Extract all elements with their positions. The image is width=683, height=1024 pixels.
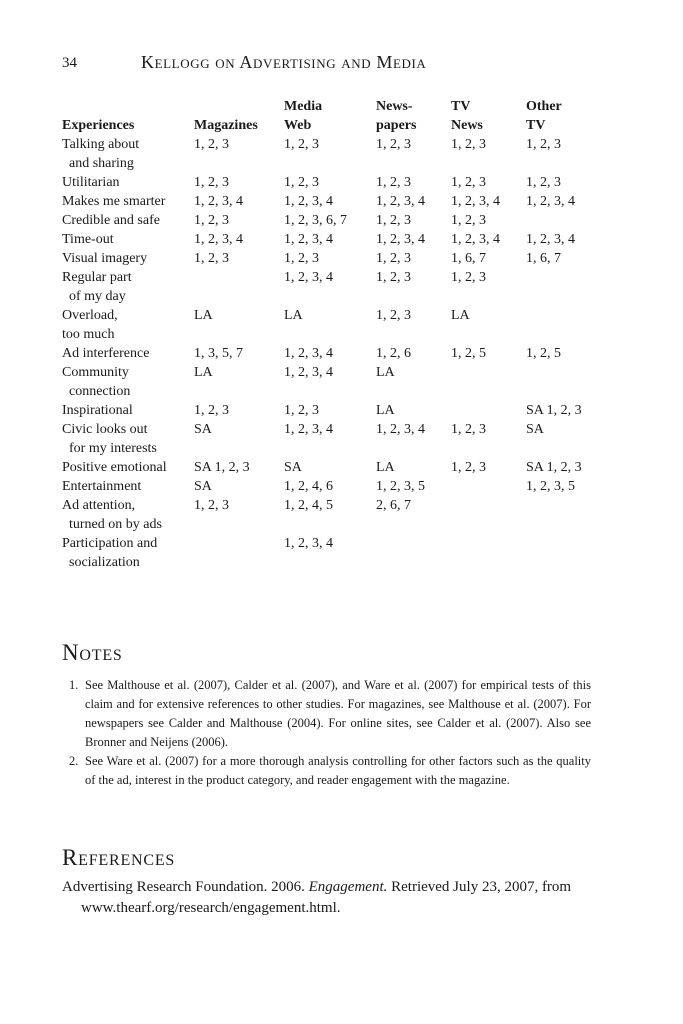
column-header: Experiences bbox=[62, 118, 135, 133]
note-text: See Malthouse et al. (2007), Calder et al. (2007), and Ware et al. (2007) for empirical tests of this claim and for extensive references to other studies. For magazines, see Malthouse et al. (2007). For newspapers see Calder and Malthouse (2004). For online sites, see Calder et al. (2007). Also see Bronner and Neijens (2006). bbox=[85, 678, 591, 749]
table-row bbox=[62, 401, 596, 420]
table-cell: 1, 2, 3 bbox=[451, 460, 486, 475]
table-cell: 1, 2, 3 bbox=[376, 175, 411, 190]
table-cell bbox=[526, 363, 596, 401]
table-cell: 1, 2, 3 bbox=[526, 137, 561, 152]
table-row bbox=[62, 211, 596, 230]
table-cell: 1, 2, 3 bbox=[194, 213, 229, 228]
table-cell: 1, 2, 3, 4 bbox=[376, 194, 425, 209]
notes-heading: Notes bbox=[62, 640, 123, 665]
running-title: Kellogg on Advertising and Media bbox=[141, 52, 427, 72]
table-cell: 1, 2, 3, 4 bbox=[284, 194, 333, 209]
table-cell: 1, 2, 5 bbox=[451, 346, 486, 361]
table-cell: 1, 2, 3, 4 bbox=[376, 232, 425, 247]
table-cell: 2, 6, 7 bbox=[376, 498, 411, 513]
column-header: News- papers bbox=[376, 99, 417, 133]
table-cell: 1, 2, 3, 5 bbox=[376, 479, 425, 494]
column-header: Media Web bbox=[284, 99, 323, 133]
column-header: Other TV bbox=[526, 99, 562, 133]
table-cell: 1, 2, 3 bbox=[284, 175, 319, 190]
experience-label: Community connection bbox=[62, 365, 131, 399]
notes-list bbox=[62, 676, 591, 790]
experience-label: Overload, too much bbox=[62, 308, 118, 342]
table-cell: 1, 2, 3, 6, 7 bbox=[284, 213, 347, 228]
page-number: 34 bbox=[62, 55, 77, 71]
table-cell: 1, 2, 3, 4 bbox=[451, 194, 500, 209]
table-cell: 1, 2, 3 bbox=[451, 213, 486, 228]
experience-label: Inspirational bbox=[62, 403, 133, 418]
table-cell: 1, 2, 3 bbox=[284, 403, 319, 418]
table-cell: 1, 2, 3 bbox=[194, 175, 229, 190]
table-cell bbox=[451, 401, 526, 420]
table-cell: 1, 2, 3 bbox=[376, 213, 411, 228]
table-cell: 1, 2, 3, 4 bbox=[284, 422, 333, 437]
experience-label: Ad interference bbox=[62, 346, 150, 361]
table-cell: LA bbox=[194, 308, 213, 323]
table-row bbox=[62, 173, 596, 192]
experience-label: Ad attention, turned on by ads bbox=[62, 498, 162, 532]
table-cell bbox=[526, 496, 596, 534]
note-text: See Ware et al. (2007) for a more thorough analysis controlling for other factors such as the quality of the ad, interest in the product category, and reader engagement with the magazine. bbox=[85, 754, 591, 787]
table-cell: 1, 2, 3 bbox=[284, 137, 319, 152]
table-cell: 1, 2, 3, 4 bbox=[284, 536, 333, 551]
table-cell bbox=[194, 534, 284, 572]
table-cell: 1, 2, 3, 4 bbox=[284, 270, 333, 285]
table-cell: 1, 2, 3 bbox=[194, 137, 229, 152]
table-cell: LA bbox=[451, 308, 470, 323]
table-cell: SA bbox=[194, 479, 212, 494]
table-row bbox=[62, 230, 596, 249]
table-cell: 1, 2, 3 bbox=[284, 251, 319, 266]
experiences-table bbox=[62, 97, 596, 572]
table-cell: 1, 2, 3 bbox=[376, 270, 411, 285]
table-cell bbox=[376, 534, 451, 572]
references-heading: References bbox=[62, 845, 176, 870]
table-header-row bbox=[62, 97, 596, 135]
table-cell: 1, 2, 3, 4 bbox=[284, 232, 333, 247]
reference-title: Engagement. bbox=[308, 879, 388, 895]
table-row bbox=[62, 135, 596, 173]
experience-label: Time-out bbox=[62, 232, 114, 247]
table-cell: SA 1, 2, 3 bbox=[526, 460, 582, 475]
table-cell: LA bbox=[376, 365, 395, 380]
table-cell: 1, 3, 5, 7 bbox=[194, 346, 243, 361]
table-cell: 1, 2, 3, 4 bbox=[526, 232, 575, 247]
note-number: 1. bbox=[69, 678, 79, 692]
table-cell: 1, 2, 4, 6 bbox=[284, 479, 333, 494]
table-row bbox=[62, 534, 596, 572]
table-row bbox=[62, 420, 596, 458]
table-body bbox=[62, 135, 596, 572]
table-cell: 1, 2, 3 bbox=[451, 175, 486, 190]
table-cell: 1, 2, 3 bbox=[194, 403, 229, 418]
note-item bbox=[62, 676, 591, 752]
table-cell: 1, 2, 3 bbox=[451, 422, 486, 437]
table-row bbox=[62, 477, 596, 496]
table-cell bbox=[451, 534, 526, 572]
table-cell: 1, 2, 3, 4 bbox=[284, 346, 333, 361]
table-cell: LA bbox=[284, 308, 303, 323]
table-cell: 1, 2, 3 bbox=[451, 137, 486, 152]
table-cell bbox=[194, 268, 284, 306]
note-number: 2. bbox=[69, 754, 79, 768]
table-row bbox=[62, 306, 596, 344]
experience-label: Credible and safe bbox=[62, 213, 160, 228]
table-cell: 1, 2, 5 bbox=[526, 346, 561, 361]
table-cell: 1, 2, 3, 4 bbox=[284, 365, 333, 380]
table-cell: SA bbox=[284, 460, 302, 475]
table-cell bbox=[526, 306, 596, 344]
table-row bbox=[62, 249, 596, 268]
table-cell: 1, 2, 3 bbox=[526, 175, 561, 190]
experience-label: Entertainment bbox=[62, 479, 142, 494]
table-cell: 1, 2, 3 bbox=[376, 308, 411, 323]
table-cell: SA 1, 2, 3 bbox=[194, 460, 250, 475]
table-cell: SA bbox=[194, 422, 212, 437]
table-cell bbox=[526, 534, 596, 572]
table-cell: 1, 2, 3, 5 bbox=[526, 479, 575, 494]
experience-label: Visual imagery bbox=[62, 251, 148, 266]
table-cell: 1, 2, 3 bbox=[451, 270, 486, 285]
experience-label: Participation and socialization bbox=[62, 536, 158, 570]
table-cell: 1, 2, 3 bbox=[194, 251, 229, 266]
table-cell: SA bbox=[526, 422, 544, 437]
table-row bbox=[62, 268, 596, 306]
table-row bbox=[62, 344, 596, 363]
running-header bbox=[62, 52, 623, 78]
note-item bbox=[62, 752, 591, 790]
table-row bbox=[62, 363, 596, 401]
table-cell bbox=[451, 363, 526, 401]
table-cell: 1, 2, 3, 4 bbox=[194, 194, 243, 209]
table-cell: 1, 2, 3 bbox=[376, 137, 411, 152]
experience-label: Talking about and sharing bbox=[62, 137, 140, 171]
table-cell: 1, 2, 3 bbox=[376, 251, 411, 266]
experience-label: Civic looks out for my interests bbox=[62, 422, 157, 456]
table-row bbox=[62, 458, 596, 477]
experience-label: Regular part of my day bbox=[62, 270, 132, 304]
table-cell bbox=[526, 211, 596, 230]
table-cell: 1, 2, 3, 4 bbox=[526, 194, 575, 209]
table-cell: 1, 2, 6 bbox=[376, 346, 411, 361]
table-cell bbox=[451, 496, 526, 534]
references-list bbox=[62, 877, 591, 919]
table-cell: 1, 2, 3 bbox=[194, 498, 229, 513]
experience-label: Utilitarian bbox=[62, 175, 120, 190]
table-cell: 1, 2, 3, 4 bbox=[194, 232, 243, 247]
table-cell bbox=[451, 477, 526, 496]
table-cell: LA bbox=[194, 365, 213, 380]
column-header: Magazines bbox=[194, 118, 258, 133]
table-cell: 1, 6, 7 bbox=[451, 251, 486, 266]
table-cell: 1, 2, 3, 4 bbox=[376, 422, 425, 437]
table-cell: 1, 6, 7 bbox=[526, 251, 561, 266]
column-header: TV News bbox=[451, 99, 483, 133]
table-cell: LA bbox=[376, 460, 395, 475]
table-row bbox=[62, 496, 596, 534]
table-cell: 1, 2, 4, 5 bbox=[284, 498, 333, 513]
table-row bbox=[62, 192, 596, 211]
reference-entry: Advertising Research Foundation. 2006. Engagement. Retrieved July 23, 2007, from www.thearf.org/research/engagement.html. bbox=[62, 879, 572, 916]
table-cell: SA 1, 2, 3 bbox=[526, 403, 582, 418]
table-cell: LA bbox=[376, 403, 395, 418]
table-cell: 1, 2, 3, 4 bbox=[451, 232, 500, 247]
experience-label: Makes me smarter bbox=[62, 194, 166, 209]
experience-label: Positive emotional bbox=[62, 460, 167, 475]
table-cell bbox=[526, 268, 596, 306]
